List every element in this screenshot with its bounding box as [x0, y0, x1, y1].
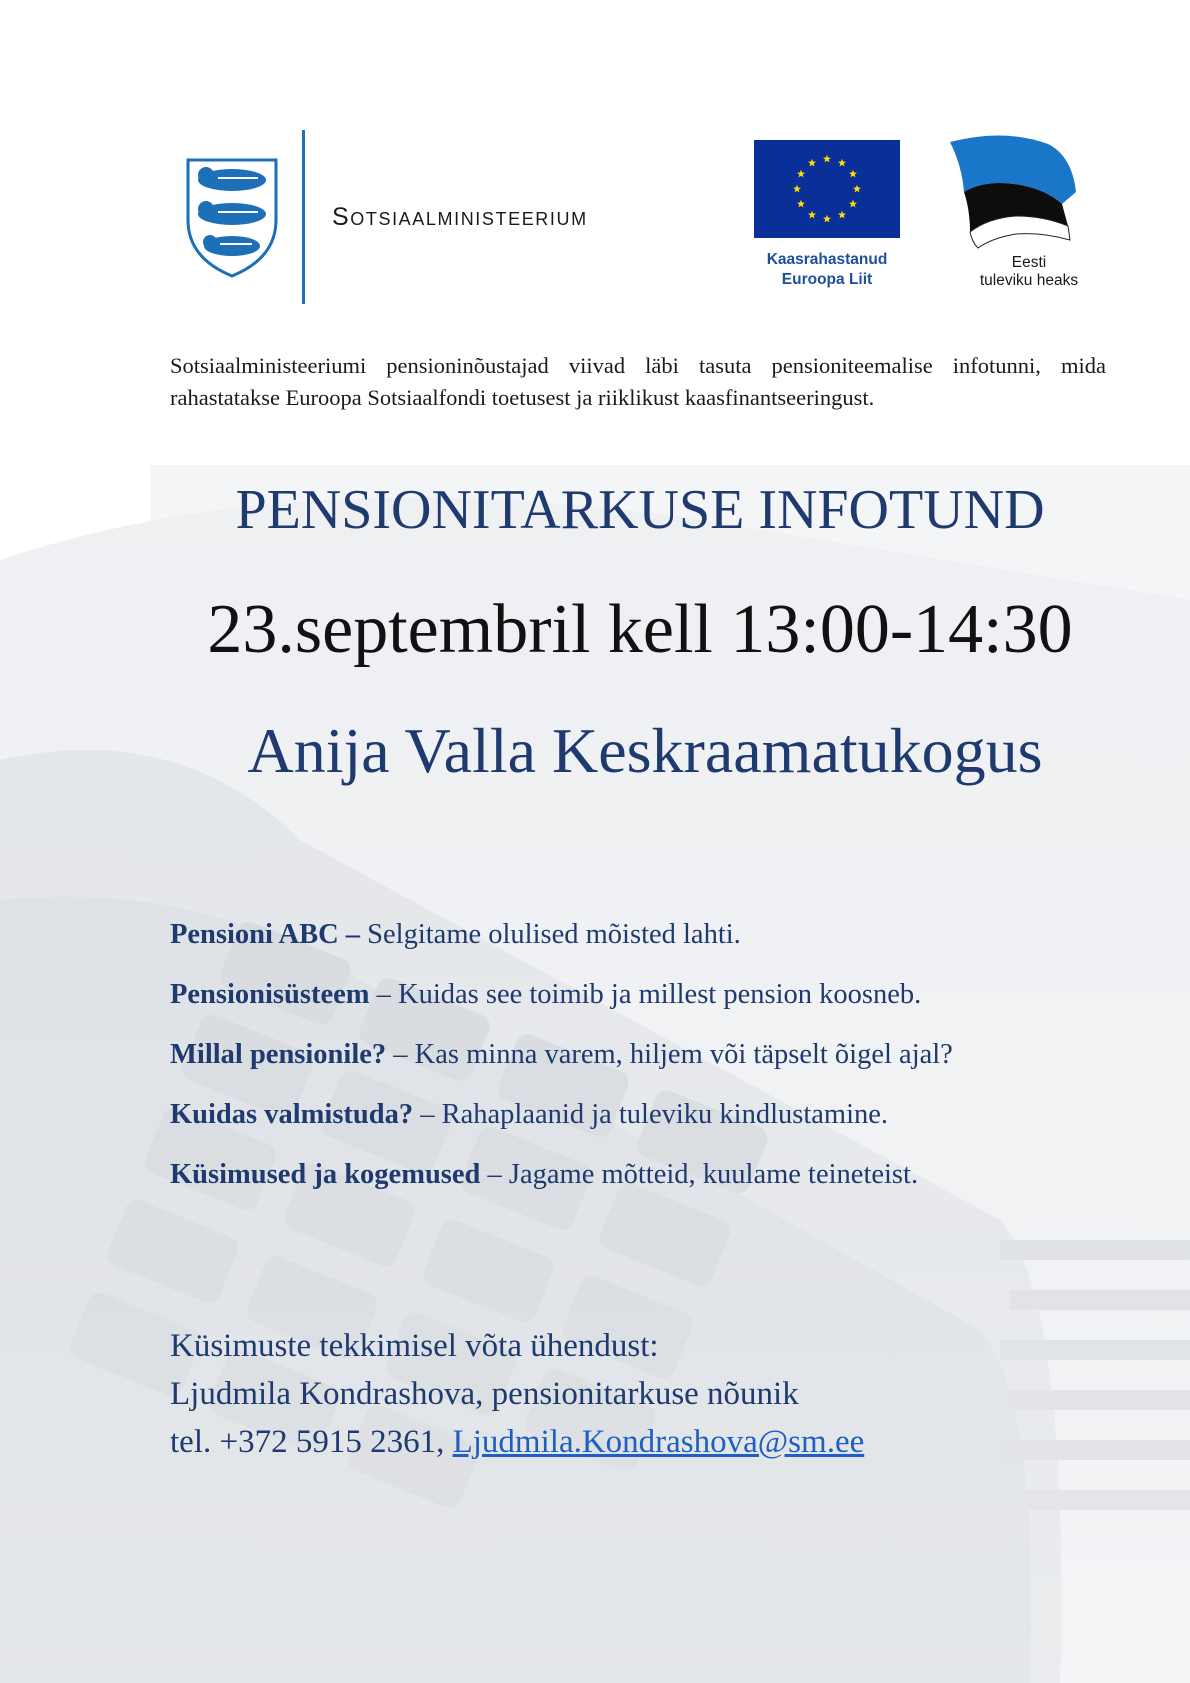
contact-phone: tel. +372 5915 2361,	[170, 1424, 453, 1460]
topic-heading: Kuidas valmistuda?	[170, 1099, 414, 1130]
topic-heading: Pensioni ABC –	[170, 919, 361, 950]
topic-item	[170, 965, 1170, 1025]
contact-block	[170, 1322, 1170, 1466]
event-venue: Anija Valla Keskraamatukogus	[247, 715, 1043, 786]
topic-item	[170, 1145, 1170, 1205]
topic-item	[170, 1085, 1170, 1145]
event-title: PENSIONITARKUSE INFOTUND	[235, 479, 1045, 541]
topic-item	[170, 905, 1170, 965]
topic-text: – Jagame mõtteid, kuulame teineteist.	[480, 1159, 919, 1190]
topic-heading: Millal pensionile?	[170, 1039, 387, 1070]
intro-paragraph: Sotsiaalministeeriumi pensioninõustajad viivad läbi tasuta pensioniteemalise infotunni, mida rahastatakse Euroopa Sotsiaalfondi toetusest ja riiklikust kaasfinantseeringust.	[170, 353, 1106, 410]
topic-text: – Kuidas see toimib ja millest pension koosneb.	[369, 979, 922, 1010]
topic-text: Selgitame olulised mõisted lahti.	[360, 919, 741, 950]
estonia-caption-line-1: Eesti	[1011, 254, 1047, 271]
eu-cofunded-caption	[742, 250, 912, 290]
contact-intro: Küsimuste tekkimisel võta ühendust:	[170, 1328, 659, 1364]
topic-item	[170, 1025, 1170, 1085]
header-divider	[302, 130, 305, 304]
contact-line	[170, 1418, 1170, 1466]
topic-text: – Kas minna varem, hiljem või täpselt õigel ajal?	[386, 1039, 953, 1070]
topic-heading: Pensionisüsteem	[170, 979, 370, 1010]
contact-person: Ljudmila Kondrashova, pensionitarkuse nõunik	[170, 1376, 799, 1412]
topic-text: – Rahaplaanid ja tuleviku kindlustamine.	[413, 1099, 889, 1130]
ministry-name: Sotsiaalministeerium	[332, 203, 588, 231]
topic-list	[170, 905, 1170, 1205]
estonia-caption-line-2: tuleviku heaks	[979, 272, 1079, 289]
estonia-tuleviku-heaks-logo	[944, 132, 1080, 250]
topic-heading: Küsimused ja kogemused	[170, 1159, 481, 1190]
event-datetime: 23.septembril kell 13:00-14:30	[207, 591, 1073, 668]
coat-of-arms-icon	[186, 158, 278, 278]
estonia-caption	[944, 254, 1114, 290]
eu-caption-line-2: Euroopa Liit	[781, 271, 873, 288]
contact-email-link[interactable]: Ljudmila.Kondrashova@sm.ee	[452, 1424, 865, 1460]
eu-caption-line-1: Kaasrahastanud	[766, 251, 888, 268]
eu-flag-icon	[754, 140, 900, 238]
